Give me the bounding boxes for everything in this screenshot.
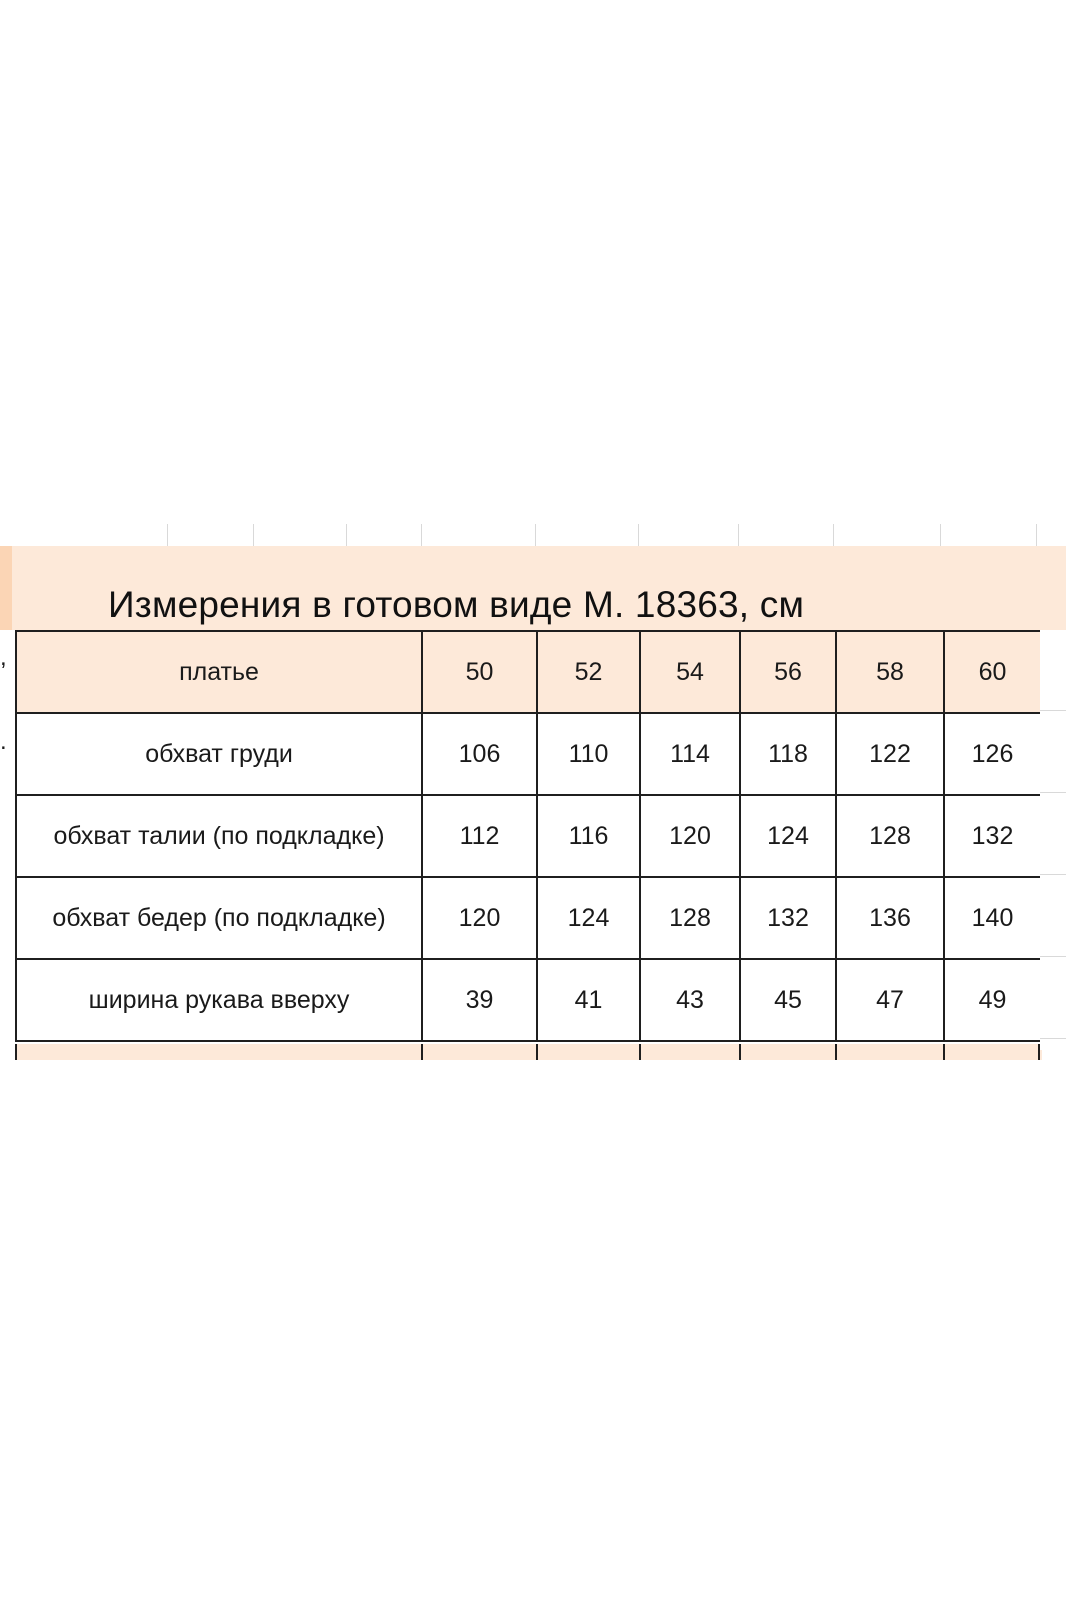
- left-mark-period: .: [0, 728, 7, 755]
- title-band: [0, 546, 1066, 630]
- value-cell: 120: [640, 795, 740, 877]
- value-cell: 132: [740, 877, 836, 959]
- table-title: Измерения в готовом виде М. 18363, см: [108, 584, 805, 625]
- value-cell: 116: [537, 795, 640, 877]
- value-cell: 120: [422, 877, 537, 959]
- value-cell: 47: [836, 959, 944, 1041]
- table-row: [16, 713, 1041, 795]
- table-row: [16, 795, 1041, 877]
- left-mark-comma: ,: [0, 644, 7, 671]
- column-gridlines: [0, 520, 1066, 546]
- value-cell: 49: [944, 959, 1041, 1041]
- value-cell: 112: [422, 795, 537, 877]
- value-cell: 136: [836, 877, 944, 959]
- value-cell: 124: [537, 877, 640, 959]
- value-cell: 128: [836, 795, 944, 877]
- header-size-cell: 58: [836, 631, 944, 713]
- row-label-cell: обхват груди: [16, 713, 422, 795]
- table-header-row: [16, 631, 1041, 713]
- value-cell: 140: [944, 877, 1041, 959]
- header-size-cell: 56: [740, 631, 836, 713]
- header-size-cell: 52: [537, 631, 640, 713]
- measurements-table: [15, 630, 1042, 1042]
- row-label-cell: обхват талии (по подкладке): [16, 795, 422, 877]
- value-cell: 41: [537, 959, 640, 1041]
- header-label-cell: платье: [16, 631, 422, 713]
- table-row: [16, 877, 1041, 959]
- value-cell: 118: [740, 713, 836, 795]
- row-label-cell: ширина рукава вверху: [16, 959, 422, 1041]
- value-cell: 114: [640, 713, 740, 795]
- clipped-next-row: [15, 1044, 1042, 1060]
- right-gridlines: [1040, 630, 1066, 1050]
- value-cell: 106: [422, 713, 537, 795]
- row-label-cell: обхват бедер (по подкладке): [16, 877, 422, 959]
- value-cell: 126: [944, 713, 1041, 795]
- spreadsheet-area: [0, 520, 1066, 1070]
- value-cell: 43: [640, 959, 740, 1041]
- title-accent: [0, 546, 12, 630]
- clipped-left-column: [0, 630, 14, 1050]
- value-cell: 132: [944, 795, 1041, 877]
- value-cell: 128: [640, 877, 740, 959]
- value-cell: 39: [422, 959, 537, 1041]
- header-size-cell: 54: [640, 631, 740, 713]
- value-cell: 110: [537, 713, 640, 795]
- table-row: [16, 959, 1041, 1041]
- value-cell: 45: [740, 959, 836, 1041]
- header-size-cell: 60: [944, 631, 1041, 713]
- value-cell: 122: [836, 713, 944, 795]
- header-size-cell: 50: [422, 631, 537, 713]
- value-cell: 124: [740, 795, 836, 877]
